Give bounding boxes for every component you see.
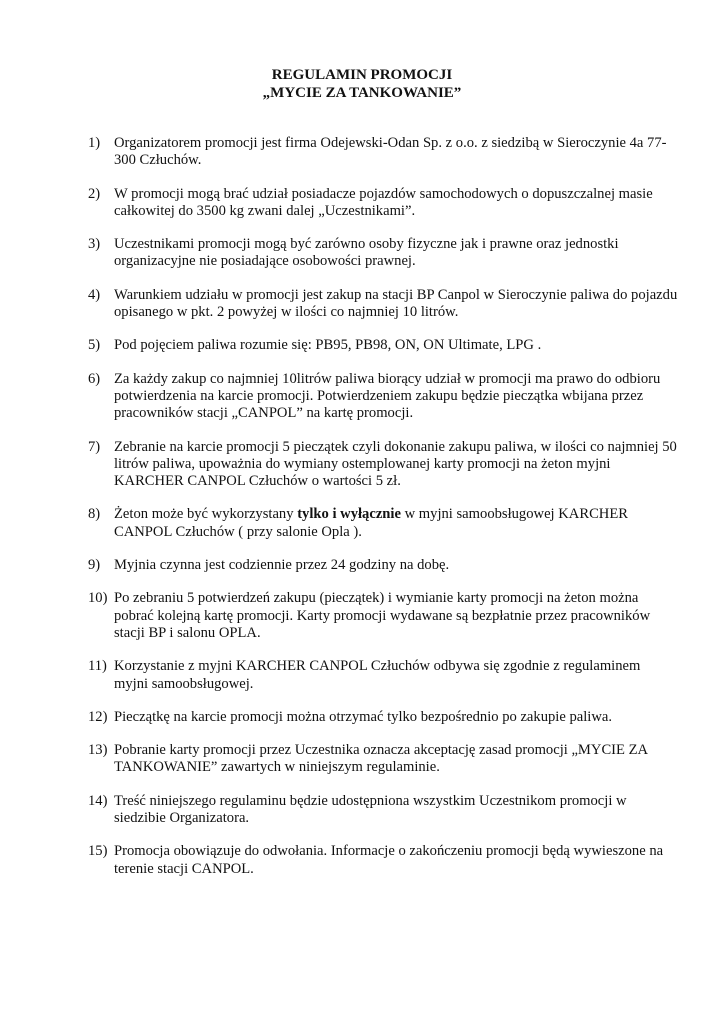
rule-text: Po zebraniu 5 potwierdzeń zakupu (pieczątek) i wymianie karty promocji na żeton można pobrać kolejną kartę promocji. Karty promocji wydawane są bezpłatnie przez pracowników stacji BP i salonu OPLA.	[114, 590, 651, 641]
rule-2	[88, 186, 678, 221]
rule-text: W promocji mogą brać udział posiadacze pojazdów samochodowych o dopuszczalnej masie całkowitej do 3500 kg zwani dalej „Uczestnikami”.	[114, 185, 653, 219]
rule-4	[88, 287, 678, 322]
rule-number: 5)	[88, 337, 101, 354]
rule-number: 10)	[88, 590, 108, 607]
rule-number: 8)	[88, 506, 101, 523]
rule-number: 2)	[88, 185, 101, 202]
rule-8	[88, 506, 678, 541]
rule-text: Uczestnikami promocji mogą być zarówno osoby fizyczne jak i prawne oraz jednostki organizacyjne nie posiadające osobowości prawnej.	[114, 236, 619, 270]
rule-10	[88, 590, 678, 642]
rule-number: 7)	[88, 438, 101, 455]
rule-5	[88, 337, 678, 354]
rule-text-after: w myjni samoobsługowej KARCHER CANPOL Człuchów ( przy salonie Opla ).	[114, 506, 628, 540]
rule-text: Za każdy zakup co najmniej 10litrów paliwa biorący udział w promocji ma prawo do odbioru potwierdzenia na karcie promocji. Potwierdzeniem zakupu będzie pieczątka wbijana przez pracowników stacji „CANPOL” na kartę promocji.	[114, 370, 661, 422]
rule-3	[88, 236, 678, 271]
document-subtitle: „MYCIE ZA TANKOWANIE”	[262, 85, 462, 101]
rule-number: 12)	[88, 708, 108, 725]
rule-number: 9)	[88, 557, 101, 574]
rule-text: Pieczątkę na karcie promocji można otrzymać tylko bezpośrednio po zakupie paliwa.	[114, 708, 613, 725]
rule-text: Warunkiem udziału w promocji jest zakup na stacji BP Canpol w Sieroczynie paliwa do pojazdu opisanego w pkt. 2 powyżej w ilości co najmniej 10 litrów.	[114, 286, 678, 321]
rule-number: 3)	[88, 236, 101, 253]
rule-6	[88, 371, 678, 423]
document-title: REGULAMIN PROMOCJI	[271, 67, 453, 83]
rule-text: Zebranie na karcie promocji 5 pieczątek czyli dokonanie zakupu paliwa, w ilości co najmniej 50 litrów paliwa, upoważnia do wymiany ostemplowanej karty promocji na żeton myjni KARCHER CANPOL Człuchów o wartości 5 zł.	[114, 438, 677, 490]
rule-14	[88, 793, 678, 828]
rule-text: Promocja obowiązuje do odwołania. Informacje o zakończeniu promocji będą wywieszone na terenie stacji CANPOL.	[114, 843, 664, 877]
rule-text-bold: tylko i wyłącznie	[297, 506, 401, 523]
rule-13	[88, 742, 678, 777]
rule-number: 1)	[88, 135, 101, 151]
rule-text-before: Żeton może być wykorzystany	[114, 506, 298, 523]
rule-number: 6)	[88, 370, 101, 387]
rule-number: 4)	[88, 286, 101, 303]
rule-number: 14)	[88, 792, 108, 809]
rule-number: 11)	[88, 658, 107, 675]
rule-text: Myjnia czynna jest codziennie przez 24 godziny na dobę.	[114, 557, 450, 574]
rule-9	[88, 557, 678, 574]
rules-list	[88, 135, 678, 894]
rule-11	[88, 658, 678, 693]
rule-12	[88, 709, 678, 726]
title-block	[0, 66, 724, 102]
rule-number: 15)	[88, 843, 108, 860]
rule-text: Pod pojęciem paliwa rozumie się: PB95, PB98, ON, ON Ultimate, LPG .	[114, 337, 542, 354]
rule-15	[88, 843, 678, 878]
rule-text: Korzystanie z myjni KARCHER CANPOL Człuchów odbywa się zgodnie z regulaminem myjni samoobsługowej.	[114, 658, 641, 692]
rule-text: Pobranie karty promocji przez Uczestnika oznacza akceptację zasad promocji „MYCIE ZA TANKOWANIE” zawartych w niniejszym regulaminie.	[114, 742, 648, 776]
rule-number: 13)	[88, 742, 108, 759]
rule-1	[88, 135, 678, 170]
rule-text: Treść niniejszego regulaminu będzie udostępniona wszystkim Uczestnikom promocji w siedzibie Organizatora.	[114, 792, 627, 827]
rule-text	[114, 506, 628, 539]
rule-7	[88, 439, 678, 491]
rule-text: Organizatorem promocji jest firma Odejewski-Odan Sp. z o.o. z siedzibą w Sieroczynie 4a 77-300 Człuchów.	[114, 135, 667, 169]
